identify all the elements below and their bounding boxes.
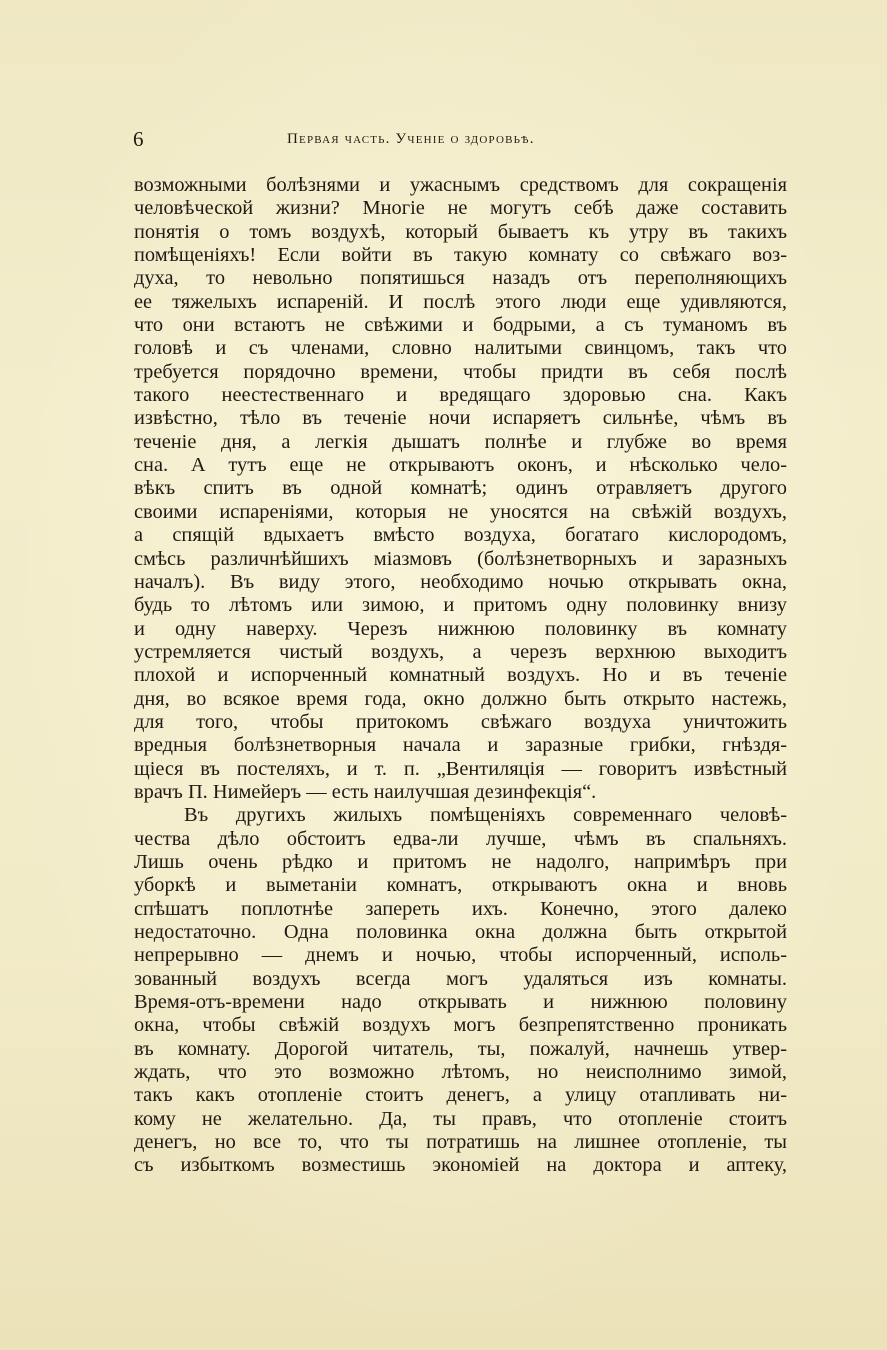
text-line: вредныя болѣзнетворныя начала и заразные грибки, гнѣздя- <box>134 734 787 757</box>
text-line: недостаточно. Одна половинка окна должна быть открытой <box>134 921 787 943</box>
text-line: окна, чтобы свѣжій воздухъ могъ безпрепятственно проникать <box>134 1014 787 1037</box>
text-line: ее тяжелыхъ испареній. И послѣ этого люди еще удивляются, <box>134 290 787 313</box>
text-line: такого неестественнаго и вредящаго здоровью сна. Какъ <box>134 384 787 407</box>
text-line: понятія о томъ воздухѣ, который бываетъ къ утру въ такихъ <box>134 220 787 243</box>
text-line: ждать, что это возможно лѣтомъ, но неисполнимо зимой, <box>134 1061 787 1084</box>
text-line: что они встаютъ не свѣжими и бодрыми, а съ туманомъ въ <box>134 314 787 337</box>
text-line: возможными болѣзнями и ужаснымъ средствомъ для сокращенія <box>134 174 787 196</box>
text-line: непрерывно — днемъ и ночью, чтобы испорченный, исполь- <box>134 944 787 967</box>
text-line: духа, то невольно попятишься назадъ отъ переполняющихъ <box>134 267 787 290</box>
text-line: кому не желательно. Да, ты правъ, что отопленіе стоитъ <box>134 1107 787 1130</box>
text-line: извѣстно, тѣло въ теченіе ночи испаряетъ сильнѣе, чѣмъ въ <box>134 407 787 430</box>
text-line: головѣ и съ членами, словно налитыми свинцомъ, такъ что <box>134 337 787 360</box>
text-line: смѣсь различнѣйшихъ міазмовъ (болѣзнетворныхъ и заразныхъ <box>134 547 787 570</box>
paragraph <box>134 804 787 1178</box>
running-title: Первая часть. Ученіе о здоровьѣ. <box>287 131 535 147</box>
text-line: помѣщеніяхъ! Если войти въ такую комнату со свѣжаго воз- <box>134 244 787 267</box>
text-line: вѣкъ спитъ въ одной комнатѣ; одинъ отравляетъ другого <box>134 477 787 500</box>
text-line: будь то лѣтомъ или зимою, и притомъ одну половинку внизу <box>134 594 787 617</box>
text-line: спѣшатъ поплотнѣе запереть ихъ. Конечно, этого далеко <box>134 897 787 920</box>
text-line: началъ). Въ виду этого, необходимо ночью открывать окна, <box>134 570 787 593</box>
text-line: Лишь очень рѣдко и притомъ не надолго, напримѣръ при <box>134 850 787 873</box>
running-header <box>133 126 773 152</box>
text-line: теченіе дня, а легкія дышатъ полнѣе и глубже во время <box>134 430 787 453</box>
text-line: Время-отъ-времени надо открывать и нижнюю половину <box>134 991 787 1014</box>
text-line: уборкѣ и выметаніи комнатъ, открываютъ окна и вновь <box>134 874 787 897</box>
text-line: а спящій вдыхаетъ вмѣсто воздуха, богатаго кислородомъ, <box>134 524 787 547</box>
text-line: требуется порядочно времени, чтобы придти въ себя послѣ <box>134 360 787 383</box>
text-line: врачъ П. Нимейеръ — есть наилучшая дезинфекція“. <box>134 780 597 803</box>
text-line: и одну наверху. Черезъ нижнюю половинку въ комнату <box>134 617 787 640</box>
body-text <box>134 174 787 1178</box>
text-line: такъ какъ отопленіе стоитъ денегъ, а улицу отапливать ни- <box>134 1084 787 1107</box>
text-line: чества дѣло обстоитъ едва-ли лучше, чѣмъ въ спальняхъ. <box>134 827 787 850</box>
text-line: для того, чтобы притокомъ свѣжаго воздуха уничтожить <box>134 710 787 733</box>
paragraph <box>134 174 787 804</box>
text-line: щіеся въ постеляхъ, и т. п. „Вентиляція — говоритъ извѣстный <box>134 757 787 780</box>
text-line: сна. А тутъ еще не открываютъ оконъ, и нѣсколько чело- <box>134 454 787 477</box>
text-line: Въ другихъ жилыхъ помѣщеніяхъ современнаго человѣ- <box>184 804 787 827</box>
text-line: съ избыткомъ возместишь экономіей на доктора и аптеку, <box>134 1154 787 1177</box>
text-line: въ комнату. Дорогой читатель, ты, пожалуй, начнешь утвер- <box>134 1037 787 1060</box>
text-line: своими испареніями, которыя не уносятся на свѣжій воздухъ, <box>134 500 787 523</box>
text-line: плохой и испорченный комнатный воздухъ. Но и въ теченіе <box>134 664 787 687</box>
page-number: 6 <box>133 127 144 151</box>
text-line: устремляется чистый воздухъ, а черезъ верхнюю выходитъ <box>134 640 787 663</box>
text-line: человѣческой жизни? Многіе не могутъ себѣ даже составить <box>134 197 787 220</box>
text-line: дня, во всякое время года, окно должно быть открыто настежь, <box>134 687 787 710</box>
text-line: зованный воздухъ всегда могъ удаляться изъ комнаты. <box>134 967 787 990</box>
text-line: денегъ, но все то, что ты потратишь на лишнее отопленіе, ты <box>134 1131 787 1154</box>
